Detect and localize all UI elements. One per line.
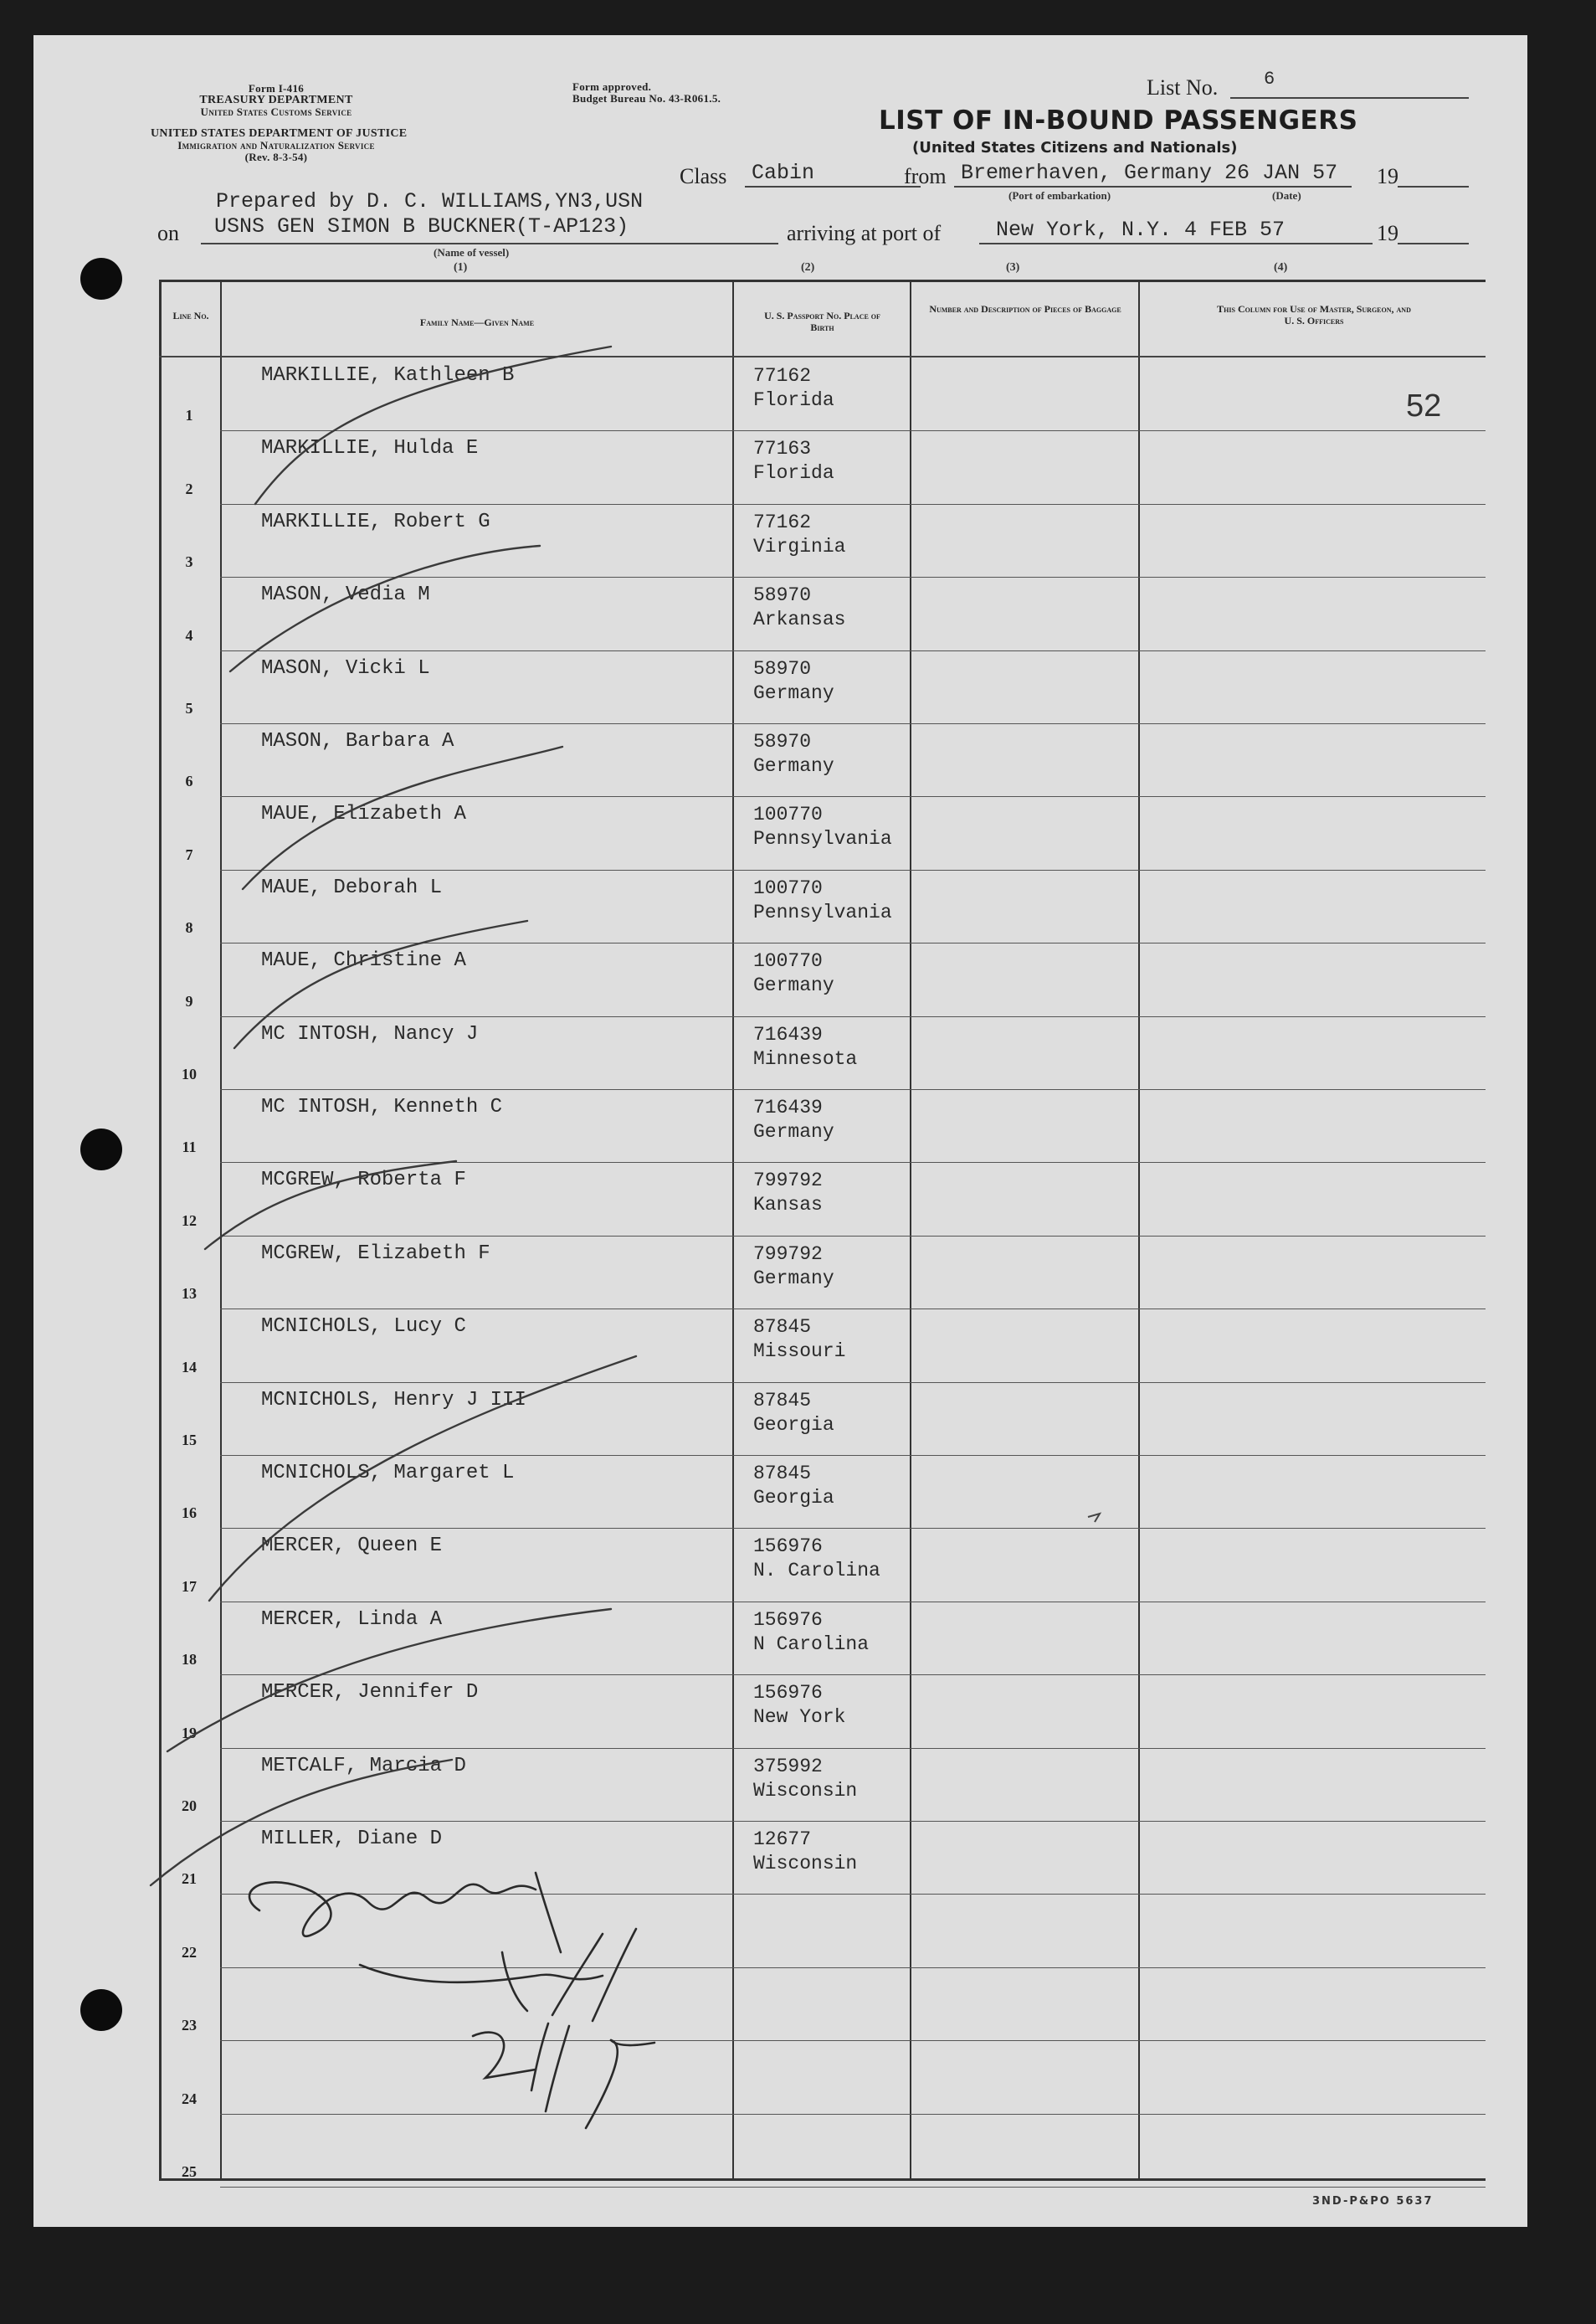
- passport-number: 156976: [753, 1535, 823, 1557]
- place-of-birth: Pennsylvania: [753, 828, 892, 850]
- place-of-birth: Arkansas: [753, 609, 846, 630]
- passport-number: 716439: [753, 1024, 823, 1046]
- line-number: 17: [182, 1578, 197, 1595]
- justice-dept: UNITED STATES DEPARTMENT OF JUSTICE: [151, 127, 408, 140]
- list-no-value: 6: [1264, 69, 1275, 90]
- passport-number: 58970: [753, 658, 812, 680]
- budget-bureau-number: Budget Bureau No. 43-R061.5.: [572, 92, 721, 105]
- col-num-4: (4): [1274, 261, 1288, 274]
- col-num-2: (2): [801, 261, 815, 274]
- passenger-name: MARKILLIE, Hulda E: [261, 437, 479, 460]
- line-number: 3: [185, 553, 193, 570]
- class-label: Class: [680, 164, 727, 188]
- place-of-birth: N Carolina: [753, 1633, 870, 1655]
- passenger-name: MERCER, Queen E: [261, 1535, 443, 1557]
- form-number: Form I-416: [248, 82, 305, 95]
- passenger-name: MCGREW, Roberta F: [261, 1169, 466, 1191]
- place-of-birth: Germany: [753, 1121, 834, 1143]
- line-number: 14: [182, 1359, 197, 1375]
- printer-code: 3ND-P&PO 5637: [1312, 2195, 1434, 2208]
- place-of-birth: Missouri: [753, 1340, 846, 1362]
- arriving-label: arriving at port of: [787, 221, 942, 245]
- place-of-birth: Germany: [753, 1267, 834, 1289]
- line-number: 25: [182, 2163, 197, 2180]
- document-title: LIST OF IN-BOUND PASSENGERS: [879, 105, 1358, 136]
- line-number: 21: [182, 1870, 197, 1887]
- line-number: 10: [182, 1066, 197, 1082]
- place-of-birth: Pennsylvania: [753, 902, 892, 923]
- passenger-name: MAUE, Elizabeth A: [261, 803, 466, 825]
- line-number: 5: [185, 700, 193, 717]
- treasury-dept: TREASURY DEPARTMENT: [199, 94, 353, 106]
- line-number: 20: [182, 1797, 197, 1814]
- place-of-birth: Florida: [753, 462, 834, 484]
- passport-number: 12677: [753, 1828, 812, 1850]
- place-of-birth: Wisconsin: [753, 1853, 858, 1874]
- line-number: 7: [185, 846, 193, 863]
- vessel-name: USNS GEN SIMON B BUCKNER(T-AP123): [214, 214, 629, 239]
- vessel-caption: (Name of vessel): [434, 246, 510, 259]
- prepared-by: Prepared by D. C. WILLIAMS,YN3,USN: [216, 189, 644, 213]
- passport-number: 799792: [753, 1243, 823, 1265]
- passenger-name: MAUE, Deborah L: [261, 877, 443, 899]
- line-number: 1: [185, 407, 193, 424]
- passport-number: 799792: [753, 1170, 823, 1191]
- line-number: 15: [182, 1432, 197, 1448]
- passenger-name: MCNICHOLS, Lucy C: [261, 1315, 466, 1338]
- passenger-name: MCNICHOLS, Henry J III: [261, 1389, 526, 1411]
- passenger-name: MC INTOSH, Nancy J: [261, 1023, 479, 1046]
- passport-number: 375992: [753, 1756, 823, 1777]
- col-num-3: (3): [1006, 261, 1020, 274]
- passport-number: 156976: [753, 1609, 823, 1631]
- passenger-name: MILLER, Diane D: [261, 1828, 443, 1850]
- line-number: 11: [182, 1139, 197, 1155]
- line-number: 4: [185, 627, 193, 644]
- passenger-name: MASON, Vicki L: [261, 657, 430, 680]
- passport-number: 156976: [753, 1682, 823, 1704]
- revision-date: (Rev. 8-3-54): [244, 151, 308, 163]
- header-officers: This Column for Use of Master, Surgeon, and U. S. Officers: [1217, 303, 1411, 326]
- page-number: 52: [1406, 388, 1442, 424]
- line-number: 18: [182, 1651, 197, 1668]
- class-value: Cabin: [752, 161, 815, 185]
- header-passport: U. S. Passport No. Place of Birth: [764, 310, 880, 333]
- line-number: 24: [182, 2090, 197, 2107]
- header-line-no: Line No.: [172, 310, 209, 321]
- passenger-name: MARKILLIE, Robert G: [261, 511, 490, 533]
- place-of-birth: Virginia: [753, 536, 846, 558]
- document-subtitle: (United States Citizens and Nationals): [912, 139, 1238, 157]
- passport-number: 100770: [753, 950, 823, 972]
- passport-number: 87845: [753, 1463, 812, 1484]
- line-number: 16: [182, 1504, 197, 1521]
- place-of-birth: Germany: [753, 755, 834, 777]
- passenger-name: MASON, Vedia M: [261, 584, 430, 606]
- header-baggage: Number and Description of Pieces of Baggage: [929, 303, 1121, 315]
- col-num-1: (1): [454, 261, 468, 274]
- list-no-label: List No.: [1147, 75, 1219, 100]
- passenger-name: MAUE, Christine A: [261, 949, 466, 972]
- place-of-birth: Georgia: [753, 1487, 834, 1509]
- ins-service: Immigration and Naturalization Service: [177, 139, 375, 152]
- line-number: 13: [182, 1285, 197, 1302]
- arrival-value: New York, N.Y. 4 FEB 57: [996, 218, 1286, 242]
- place-of-birth: Florida: [753, 389, 834, 411]
- passport-number: 77162: [753, 365, 812, 387]
- place-of-birth: N. Carolina: [753, 1560, 880, 1581]
- line-number: 9: [185, 993, 193, 1010]
- passport-number: 100770: [753, 804, 823, 825]
- embarkation-value: Bremerhaven, Germany 26 JAN 57: [961, 161, 1338, 185]
- place-of-birth: Germany: [753, 682, 834, 704]
- line-number: 6: [185, 773, 193, 789]
- document-page: [33, 35, 1527, 2227]
- place-of-birth: Germany: [753, 974, 834, 996]
- place-of-birth: Georgia: [753, 1414, 834, 1436]
- passport-number: 58970: [753, 584, 812, 606]
- place-of-birth: New York: [753, 1706, 846, 1728]
- passenger-name: MCGREW, Elizabeth F: [261, 1242, 490, 1265]
- line-number: 8: [185, 919, 193, 936]
- line-number: 22: [182, 1944, 197, 1961]
- passenger-name: MC INTOSH, Kenneth C: [261, 1096, 503, 1118]
- passport-number: 716439: [753, 1097, 823, 1118]
- form-approved: Form approved.: [572, 80, 652, 93]
- passport-number: 87845: [753, 1390, 812, 1411]
- place-of-birth: Minnesota: [753, 1048, 858, 1070]
- year-prefix-1: 19: [1377, 164, 1398, 188]
- customs-service: United States Customs Service: [200, 105, 352, 118]
- handwritten-check-marks: [33, 35, 1527, 2227]
- line-number: 23: [182, 2017, 197, 2034]
- passenger-name: MARKILLIE, Kathleen B: [261, 364, 515, 387]
- line-number: 2: [185, 481, 193, 497]
- port-caption: (Port of embarkation): [1008, 189, 1111, 202]
- passport-number: 58970: [753, 731, 812, 753]
- place-of-birth: Kansas: [753, 1194, 823, 1216]
- line-number: 19: [182, 1725, 197, 1741]
- passport-number: 87845: [753, 1316, 812, 1338]
- line-number: 12: [182, 1212, 197, 1229]
- header-name: Family Name—Given Name: [419, 316, 535, 328]
- passport-number: 77162: [753, 512, 812, 533]
- passenger-name: MERCER, Jennifer D: [261, 1681, 479, 1704]
- passenger-name: MERCER, Linda A: [261, 1608, 443, 1631]
- signature: [249, 1873, 654, 2128]
- place-of-birth: Wisconsin: [753, 1780, 858, 1802]
- passenger-name: MASON, Barbara A: [261, 730, 454, 753]
- from-label: from: [904, 164, 947, 188]
- date-caption: (Date): [1272, 189, 1301, 202]
- passenger-name: METCALF, Marcia D: [261, 1755, 466, 1777]
- year-prefix-2: 19: [1377, 221, 1398, 245]
- passport-number: 100770: [753, 877, 823, 899]
- on-label: on: [157, 221, 179, 245]
- passport-number: 77163: [753, 438, 812, 460]
- passenger-name: MCNICHOLS, Margaret L: [261, 1462, 515, 1484]
